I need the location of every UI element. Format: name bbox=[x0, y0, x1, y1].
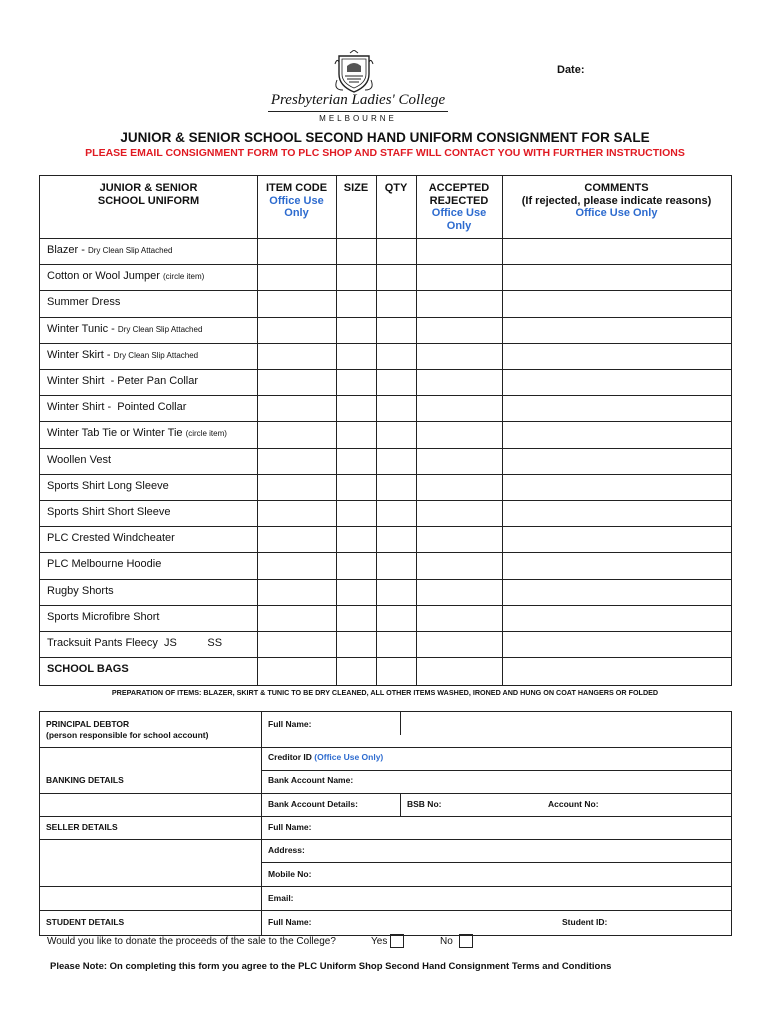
column-divider bbox=[336, 176, 337, 685]
student-details-label: STUDENT DETAILS bbox=[46, 917, 125, 927]
uniform-item-label: Woollen Vest bbox=[47, 453, 112, 466]
student-full-name-field[interactable]: Full Name: bbox=[268, 917, 312, 927]
college-divider bbox=[268, 111, 448, 112]
uniform-item-row bbox=[47, 532, 175, 544]
column-header-item-code: ITEM CODE Office Use Only bbox=[265, 182, 328, 219]
row-divider bbox=[40, 448, 731, 449]
row-divider bbox=[40, 474, 731, 475]
row-divider bbox=[40, 264, 731, 265]
uniform-item-row bbox=[47, 480, 169, 492]
uniform-item-note: Dry Clean Slip Attached bbox=[87, 246, 173, 255]
college-city: MELBOURNE bbox=[319, 114, 397, 123]
column-header-comments: COMMENTS (If rejected, please indicate reasons) Office Use Only bbox=[521, 182, 712, 219]
email-field[interactable]: Email: bbox=[268, 893, 294, 903]
uniform-item-row bbox=[47, 637, 222, 649]
uniform-item-label: Winter Tab Tie or Winter Tie bbox=[47, 427, 186, 440]
row-divider bbox=[261, 770, 731, 771]
uniform-item-label: Winter Skirt - bbox=[47, 348, 114, 361]
uniform-item-label: PLC Melbourne Hoodie bbox=[47, 558, 162, 571]
row-divider bbox=[40, 526, 731, 527]
uniform-item-note: (circle item) bbox=[162, 272, 205, 282]
uniform-item-row bbox=[47, 663, 129, 675]
row-divider bbox=[40, 657, 731, 658]
terms-note: Please Note: On completing this form you agree to the PLC Uniform Shop Second Hand Consignment Terms and Conditions bbox=[50, 961, 612, 972]
uniform-item-note: Dry Clean Slip Attached bbox=[117, 324, 203, 334]
uniform-item-label: Sports Microfibre Short bbox=[47, 610, 160, 623]
row-divider bbox=[40, 369, 731, 370]
bank-account-name-field[interactable]: Bank Account Name: bbox=[268, 775, 354, 785]
principal-full-name-field[interactable]: Full Name: bbox=[268, 719, 312, 729]
college-crest-logo bbox=[333, 50, 375, 94]
uniform-item-label: Sports Shirt Long Sleeve bbox=[47, 479, 169, 492]
uniform-item-label: SCHOOL BAGS bbox=[47, 663, 129, 676]
uniform-item-label: Winter Tunic - bbox=[47, 322, 118, 335]
column-header-qty: QTY bbox=[384, 182, 408, 194]
account-no-field[interactable]: Account No: bbox=[548, 799, 599, 809]
uniform-item-label: Cotton or Wool Jumper bbox=[47, 270, 163, 283]
column-divider bbox=[502, 176, 503, 685]
uniform-item-row bbox=[47, 506, 171, 518]
donate-no-checkbox[interactable] bbox=[459, 934, 473, 948]
row-divider bbox=[40, 317, 731, 318]
uniform-item-label: PLC Crested Windcheater bbox=[47, 532, 175, 545]
uniform-item-note: (circle item) bbox=[185, 429, 227, 439]
row-divider bbox=[40, 238, 731, 239]
column-header-size: SIZE bbox=[343, 182, 369, 194]
banking-details-label: BANKING DETAILS bbox=[46, 775, 124, 785]
student-id-field[interactable]: Student ID: bbox=[562, 917, 608, 927]
row-divider bbox=[40, 793, 731, 794]
uniform-item-row bbox=[47, 427, 227, 439]
uniform-item-row bbox=[47, 611, 159, 623]
uniform-item-label: Summer Dress bbox=[47, 296, 121, 309]
column-divider bbox=[400, 712, 401, 735]
row-divider bbox=[40, 290, 731, 291]
creditor-id-field[interactable]: Creditor ID (Office Use Only) bbox=[268, 752, 384, 762]
row-divider bbox=[40, 395, 731, 396]
uniform-item-label: Tracksuit Pants Fleecy JS SS bbox=[47, 637, 223, 649]
donate-yes-label: Yes bbox=[371, 936, 388, 947]
row-divider bbox=[40, 886, 731, 887]
date-label: Date: bbox=[557, 64, 585, 76]
bank-account-details-field[interactable]: Bank Account Details: bbox=[268, 799, 358, 809]
donate-yes-checkbox[interactable] bbox=[390, 934, 404, 948]
uniform-item-row bbox=[47, 454, 111, 466]
column-divider bbox=[400, 793, 401, 816]
row-divider bbox=[40, 343, 731, 344]
row-divider bbox=[40, 421, 731, 422]
row-divider bbox=[40, 631, 731, 632]
column-divider bbox=[376, 176, 377, 685]
row-divider bbox=[261, 862, 731, 863]
college-name: Presbyterian Ladies' College bbox=[270, 92, 446, 108]
row-divider bbox=[40, 500, 731, 501]
principal-debtor-label: PRINCIPAL DEBTOR (person responsible for school account) bbox=[46, 719, 209, 740]
donate-no-label: No bbox=[440, 936, 453, 947]
uniform-item-label: Blazer - bbox=[47, 244, 88, 256]
donate-question: Would you like to donate the proceeds of the sale to the College? bbox=[47, 936, 336, 947]
uniform-item-label: Sports Shirt Short Sleeve bbox=[47, 506, 171, 518]
form-subtitle: PLEASE EMAIL CONSIGNMENT FORM TO PLC SHOP AND STAFF WILL CONTACT YOU WITH FURTHER INSTRUCTIONS bbox=[85, 147, 685, 159]
column-divider bbox=[257, 176, 258, 685]
row-divider bbox=[40, 552, 731, 553]
seller-details-label: SELLER DETAILS bbox=[46, 822, 118, 832]
uniform-item-label: Rugby Shorts bbox=[47, 584, 114, 597]
uniform-item-row bbox=[47, 375, 198, 387]
uniform-item-row bbox=[47, 585, 114, 597]
row-divider bbox=[40, 910, 731, 911]
uniform-item-row bbox=[47, 244, 172, 256]
column-header-uniform: JUNIOR & SENIOR SCHOOL UNIFORM bbox=[97, 182, 200, 207]
form-title: JUNIOR & SENIOR SCHOOL SECOND HAND UNIFORM CONSIGNMENT FOR SALE bbox=[120, 130, 650, 145]
seller-full-name-field[interactable]: Full Name: bbox=[268, 822, 312, 832]
uniform-item-row bbox=[47, 323, 202, 335]
column-divider bbox=[261, 712, 262, 935]
preparation-note: PREPARATION OF ITEMS: BLAZER, SKIRT & TUNIC TO BE DRY CLEANED, ALL OTHER ITEMS WASHED, IRONED AND HUNG ON COAT HANGERS OR FOLDED bbox=[111, 688, 659, 697]
uniform-item-row bbox=[47, 349, 198, 361]
uniform-item-row bbox=[47, 401, 186, 413]
column-header-accepted-rejected: ACCEPTED REJECTED Office Use Only bbox=[428, 182, 490, 232]
uniform-item-row bbox=[47, 296, 120, 308]
address-field[interactable]: Address: bbox=[268, 845, 305, 855]
bsb-no-field[interactable]: BSB No: bbox=[407, 799, 442, 809]
row-divider bbox=[40, 839, 731, 840]
uniform-item-row bbox=[47, 270, 204, 282]
details-table bbox=[39, 711, 732, 936]
row-divider bbox=[40, 605, 731, 606]
row-divider bbox=[40, 579, 731, 580]
column-divider bbox=[416, 176, 417, 685]
uniform-item-row bbox=[47, 558, 161, 570]
uniform-item-label: Winter Shirt - Peter Pan Collar bbox=[47, 375, 198, 387]
mobile-no-field[interactable]: Mobile No: bbox=[268, 869, 312, 879]
uniform-item-note: Dry Clean Slip Attached bbox=[113, 350, 199, 360]
uniform-table bbox=[39, 175, 732, 686]
row-divider bbox=[40, 747, 731, 748]
uniform-item-label: Winter Shirt - Pointed Collar bbox=[47, 401, 187, 414]
row-divider bbox=[40, 816, 731, 817]
